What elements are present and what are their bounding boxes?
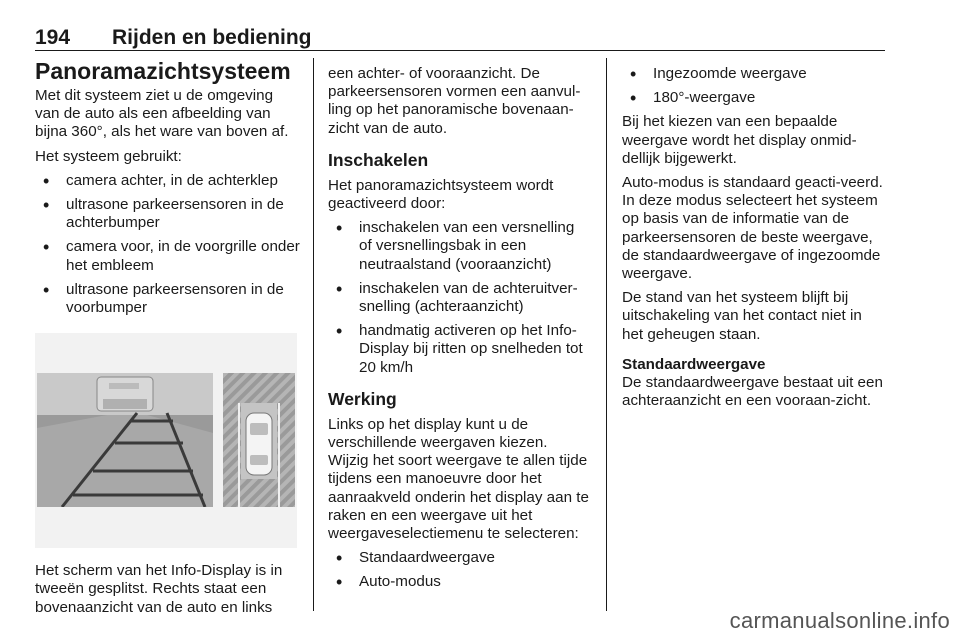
- list-item: • ultrasone parkeersensoren in de achterbumper: [35, 196, 300, 232]
- split-screen-paragraph: Het scherm van het Info-Display is in tweeën gesplitst. Rechts staat een bovenaanzicht van de auto en links: [35, 562, 283, 616]
- top-view-image: [223, 373, 295, 507]
- list-item: • inschakelen van de achteruitver-snelling (achteraanzicht): [328, 280, 590, 316]
- column-2: [328, 65, 590, 598]
- list-item: • Ingezoomde weergave: [622, 65, 887, 83]
- panorama-display-illustration: [35, 333, 297, 548]
- list-item: • inschakelen van een versnelling of versnellingsbak in een neutraalstand (vooraanzicht): [328, 219, 590, 274]
- uses-label: Het systeem gebruikt:: [35, 147, 182, 165]
- activation-intro: Het panoramazichtsysteem wordt geactiveerd door:: [328, 176, 554, 213]
- list-item: • Auto-modus: [328, 573, 590, 591]
- section-title: Panoramazichtsysteem: [35, 58, 291, 84]
- list-item: • ultrasone parkeersensoren in de voorbumper: [35, 281, 300, 317]
- list-item: • camera achter, in de achterklep: [35, 172, 300, 190]
- column-divider-1: [313, 58, 314, 611]
- heading-werking: Werking: [328, 388, 397, 409]
- list-item: • Standaardweergave: [328, 549, 590, 567]
- rear-camera-view-image: [37, 373, 213, 507]
- list-item: • handmatig activeren op het Info-Display bij ritten op snelheden tot 20 km/h: [328, 322, 590, 377]
- werking-paragraph: Links op het display kunt u de verschillende weergaven kiezen. Wijzig het soort weergave te allen tijde tijdens een manoeuvre door het aanraakveld onderin het display aan te raken en een weergave uit het weergaveselectiemenu te selecteren:: [328, 415, 589, 543]
- list-item: • camera voor, in de voorgrille onder het embleem: [35, 238, 300, 274]
- header-divider: [35, 50, 885, 51]
- view-list-continued: [622, 65, 887, 107]
- paragraph: De stand van het systeem blijft bij uitschakeling van het contact niet in het geheugen staan.: [622, 289, 862, 343]
- column-divider-2: [606, 58, 607, 611]
- page-number: 194: [35, 26, 71, 49]
- watermark-text: carmanualsonline.info: [729, 608, 950, 633]
- heading-inschakelen: Inschakelen: [328, 149, 429, 170]
- list-item: • 180°-weergave: [622, 89, 887, 107]
- intro-paragraph: Met dit systeem ziet u de omgeving van de auto als een afbeelding van bijna 360°, als het ware van boven af.: [35, 87, 289, 141]
- paragraph: Bij het kiezen van een bepaalde weergave wordt het display onmid-dellijk bijgewerkt.: [622, 113, 857, 167]
- column-3: [622, 65, 887, 416]
- paragraph: De standaardweergave bestaat uit een achteraanzicht en een vooraan-zicht.: [622, 374, 883, 410]
- paragraph: Auto-modus is standaard geacti-veerd. In deze modus selecteert het systeem op basis van de informatie van de parkeersensoren de beste weergave, de standaardweergave of ingezoomde weergave.: [622, 174, 883, 283]
- activation-list: [328, 219, 590, 377]
- view-list: [328, 549, 590, 591]
- column-1: [35, 58, 300, 623]
- heading-standaardweergave: Standaardweergave: [622, 355, 766, 373]
- page-header: [35, 26, 885, 52]
- uses-list: [35, 172, 300, 317]
- chapter-title: Rijden en bediening: [112, 26, 312, 49]
- continuation-paragraph: een achter- of vooraanzicht. De parkeersensoren vormen een aanvul-ling op het panoramische bovenaan-zicht van de auto.: [328, 65, 581, 137]
